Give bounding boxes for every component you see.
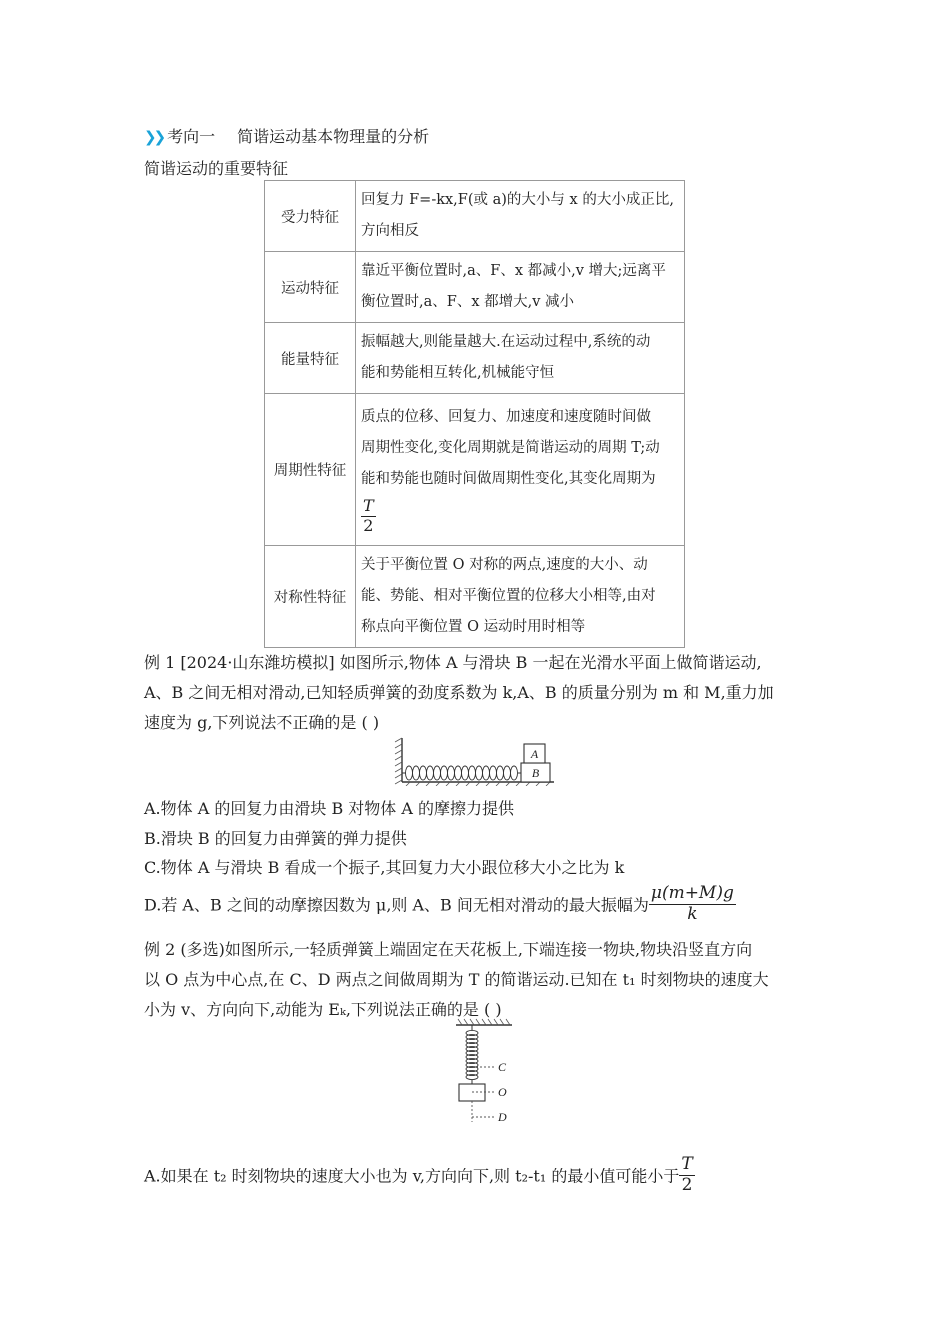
label-b: B xyxy=(531,766,540,780)
label-o: O xyxy=(498,1085,507,1099)
table-row xyxy=(265,252,685,323)
row-value: 靠近平衡位置时,a、F、x 都减小,v 增大;远离平 衡位置时,a、F、x 都增大,v 减小 xyxy=(356,252,685,323)
double-chevron-icon: ❯❯ xyxy=(144,128,164,146)
table-row xyxy=(265,181,685,252)
period-fraction: $\frac{T}{2}$ xyxy=(363,496,374,535)
spring-block-figure xyxy=(392,736,557,786)
heading-number: 考向一 xyxy=(167,127,216,146)
row-value: 关于平衡位置 O 对称的两点,速度的大小、动 能、势能、相对平衡位置的位移大小相等,由对 称点向平衡位置 O 运动时用时相等 xyxy=(356,546,685,648)
label-a: A xyxy=(530,747,539,761)
row-key: 周期性特征 xyxy=(265,394,356,546)
label-c: C xyxy=(498,1060,507,1074)
table-row xyxy=(265,546,685,648)
row-key: 运动特征 xyxy=(265,252,356,323)
label-d: D xyxy=(498,1110,507,1124)
example2-stem: 例 2 (多选)如图所示,一轻质弹簧上端固定在天花板上,下端连接一物块,物块沿竖直方向 以 O 点为中心点,在 C、D 两点之间做周期为 T 的简谐运动.已知在 t₁ 时刻物块的速度大 小为 v、方向向下,动能为 Eₖ,下列说法正确的是 ( ) xyxy=(144,940,769,1019)
amplitude-fraction: $\frac{\mu(m+M)g}{k}$ xyxy=(650,883,734,924)
row-value: 振幅越大,则能量越大.在运动过程中,系统的动 能和势能相互转化,机械能守恒 xyxy=(356,323,685,394)
row-key: 对称性特征 xyxy=(265,546,356,648)
subheading: 简谐运动的重要特征 xyxy=(144,159,289,178)
table-row xyxy=(265,323,685,394)
row-key: 受力特征 xyxy=(265,181,356,252)
example1-stem: 例 1 [2024·山东潍坊模拟] 如图所示,物体 A 与滑块 B 一起在光滑水平面上做简谐运动, A、B 之间无相对滑动,已知轻质弹簧的劲度系数为 k,A、B 的质量分别为 m 和 M,重力加 速度为 g,下列说法不正确的是 ( ) xyxy=(144,653,774,732)
option-d: D.若 A、B 之间的动摩擦因数为 μ,则 A、B 间无相对滑动的最大振幅为 $\frac{\mu(m+M)g}{k}$ xyxy=(144,883,734,924)
section-heading xyxy=(144,124,429,147)
option-c: C.物体 A 与滑块 B 看成一个振子,其回复力大小跟位移大小之比为 k xyxy=(144,858,625,877)
table-row xyxy=(265,394,685,546)
option-a: A.物体 A 的回复力由滑块 B 对物体 A 的摩擦力提供 xyxy=(144,799,515,818)
row-value: 回复力 F=-kx,F(或 a)的大小与 x 的大小成正比, 方向相反 xyxy=(356,181,685,252)
example2-option-a: A.如果在 t₂ 时刻物块的速度大小也为 v,方向向下,则 t₂-t₁ 的最小值可能小于 $\frac{T}{2}$ xyxy=(144,1154,693,1195)
option-b: B.滑块 B 的回复力由弹簧的弹力提供 xyxy=(144,829,407,848)
row-key: 能量特征 xyxy=(265,323,356,394)
hanging-block xyxy=(459,1084,485,1101)
row-value: 质点的位移、回复力、加速度和速度随时间做 周期性变化,变化周期就是简谐运动的周期 T;动 能和势能也随时间做周期性变化,其变化周期为 $\frac{T}{2}$ xyxy=(356,394,685,546)
vertical-spring-figure xyxy=(452,1018,532,1130)
half-period-fraction: $\frac{T}{2}$ xyxy=(681,1154,693,1195)
feature-table xyxy=(264,180,685,648)
heading-title: 简谐运动基本物理量的分析 xyxy=(237,127,430,146)
